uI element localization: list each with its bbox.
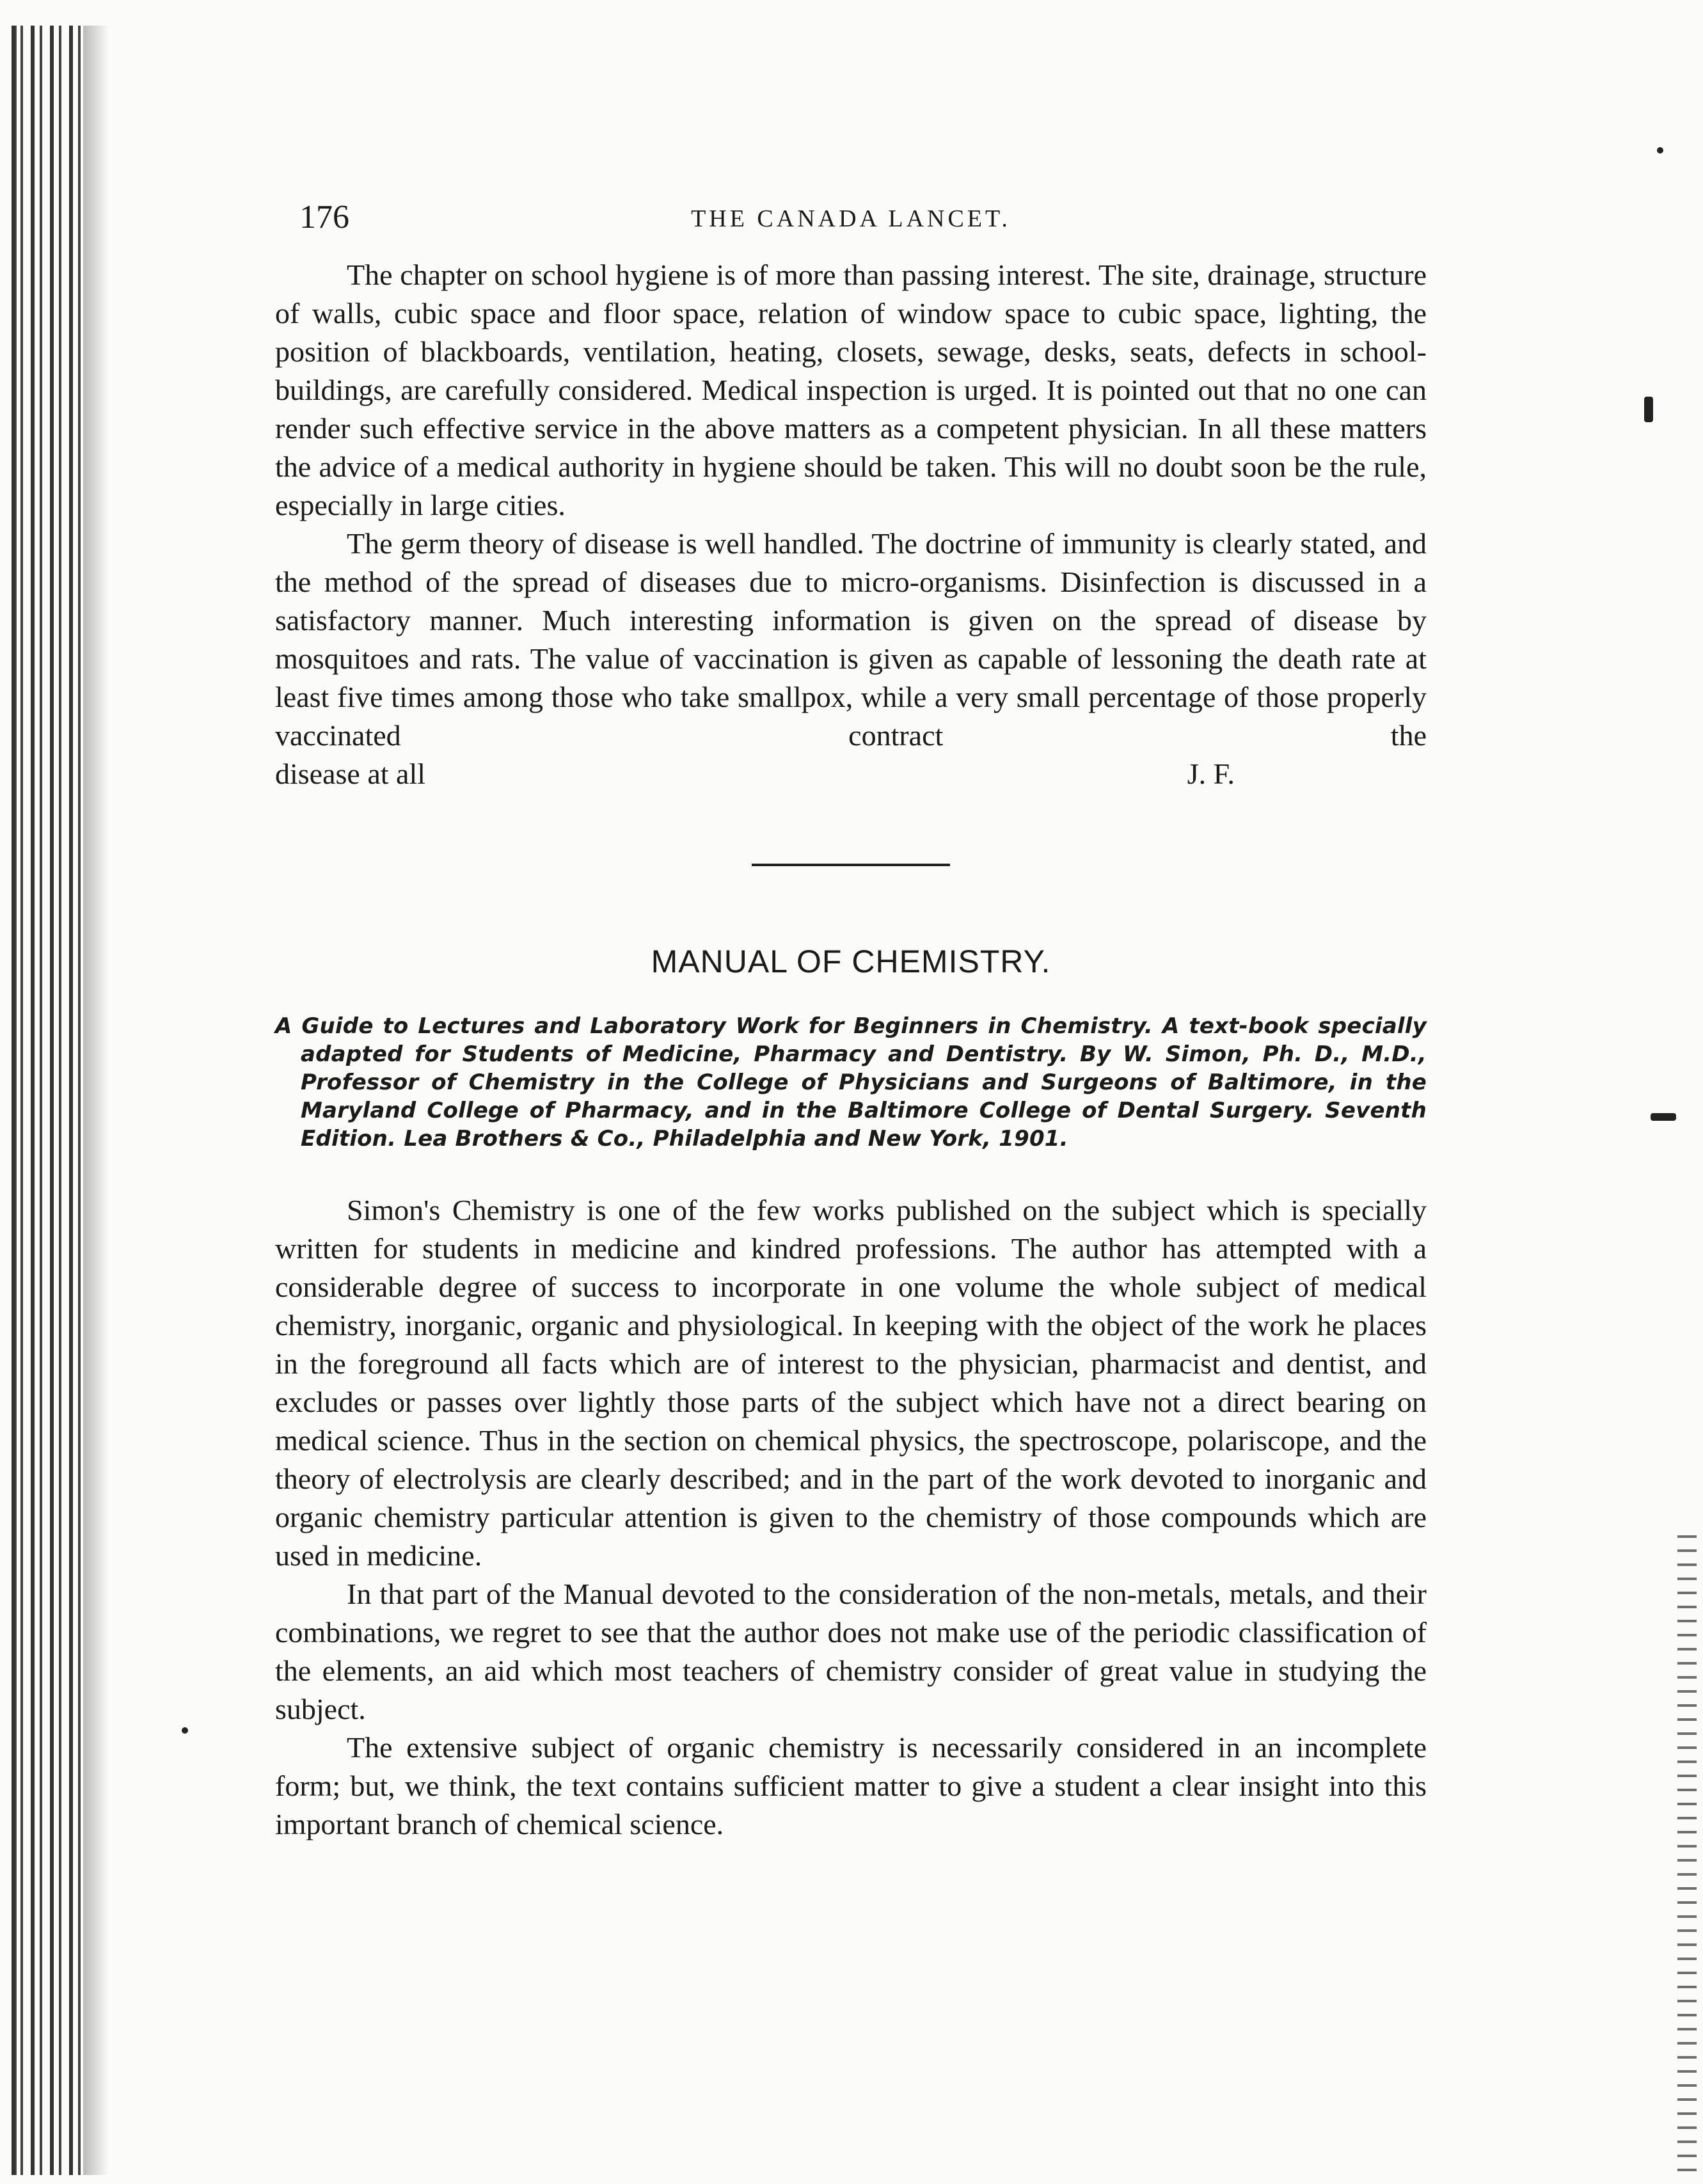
scan-speck bbox=[1657, 147, 1663, 154]
reviewer-signature: J. F. bbox=[1187, 757, 1235, 790]
section-divider bbox=[752, 864, 950, 866]
review-two-paragraph-1: Simon's Chemistry is one of the few works published on the subject which is specially written for students in medicine and kindred professions. The author has attempted with a considerable degree of success to incorporate in one volume the whole subject of medical chemistry, inorganic, organic and physiological. In keeping with the object of the work he places in the foreground all facts which are of interest to the physician, pharmacist and dentist, and excludes or passes over lightly those parts of the subject which have not a direct bearing on medical science. Thus in the section on chemical physics, the spectroscope, polariscope, and the theory of electrolysis are clearly described; and in the part of the work devoted to inorganic and organic chemistry particular attention is given to the chemistry of those compounds which are used in medicine. bbox=[275, 1194, 1427, 1572]
book-citation: A Guide to Lectures and Laboratory Work for Beginners in Chemistry. A text-book specially adapted for Students of Medicine, Pharmacy and Dentistry. By W. Simon, Ph. D., M.D., Professor of Chemistry in the College of Physicians and Surgeons of Baltimore, in the Maryland College of Pharmacy, and in the Baltimore College of Dental Surgery. Seventh Edition. Lea Brothers & Co., Philadelphia and New York, 1901. bbox=[275, 1013, 1427, 1151]
page-header bbox=[275, 186, 1427, 243]
page-number: 176 bbox=[299, 199, 349, 235]
review-one-paragraph-1: The chapter on school hygiene is of more than passing interest. The site, drainage, structure of walls, cubic space and floor space, relation of window space to cubic space, lighting, the position of blackboards, ventilation, heating, closets, sewage, desks, seats, defects in school-buildings, are carefully considered. Medical inspection is urged. It is pointed out that no one can render such effective service in the above matters as a competent physician. In all these matters the advice of a medical authority in hygiene should be taken. This will no doubt soon be the rule, especially in large cities. bbox=[275, 258, 1427, 521]
document-page bbox=[275, 186, 1427, 1844]
review-two-paragraph-2: In that part of the Manual devoted to the consideration of the non-metals, metals, and their combinations, we regret to see that the author does not make use of the periodic classification of the elements, an aid which most teachers of chemistry consider of great value in studying the subject. bbox=[275, 1578, 1427, 1725]
scan-speck bbox=[182, 1727, 188, 1734]
scan-binding-edge bbox=[12, 26, 88, 2175]
review-one-final-line: disease at all bbox=[275, 757, 426, 790]
review-two-paragraph-3: The extensive subject of organic chemistry is necessarily considered in an incomplete form; but, we think, the text contains sufficient matter to give a student a clear insight into this important branch of chemical science. bbox=[275, 1731, 1427, 1840]
scan-speck bbox=[1651, 1113, 1676, 1121]
review-one-signature-line bbox=[275, 755, 1427, 793]
scan-binding-shadow bbox=[83, 26, 109, 2175]
review-one bbox=[275, 256, 1427, 793]
scan-speck bbox=[1644, 397, 1653, 422]
review-two bbox=[275, 1191, 1427, 1844]
review-one-paragraph-2: The germ theory of disease is well handled. The doctrine of immunity is clearly stated, and the method of the spread of diseases due to micro-organisms. Disinfection is discussed in a satisfactory manner. Much interesting information is given on the spread of disease by mosquitoes and rats. The value of vaccination is given as capable of lessoning the death rate at least five times among those who take smallpox, while a very small percentage of those properly vaccinated contract the bbox=[275, 527, 1427, 752]
scan-right-edge-specks bbox=[1677, 1535, 1697, 2175]
running-title: THE CANADA LANCET. bbox=[691, 205, 1011, 232]
section-title: MANUAL OF CHEMISTRY. bbox=[651, 944, 1051, 979]
